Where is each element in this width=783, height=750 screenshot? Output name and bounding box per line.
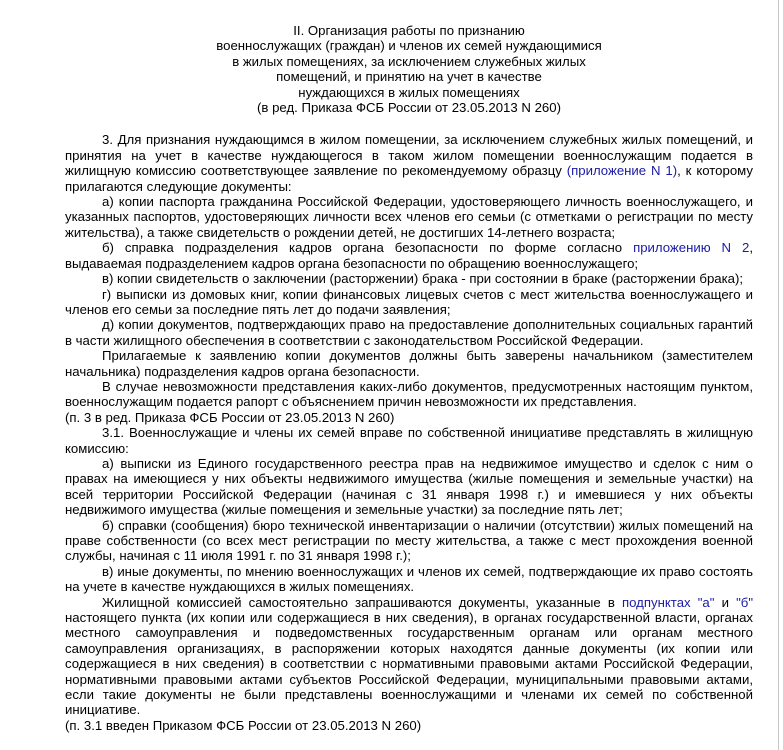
paragraph-text: Жилищной комиссией самостоятельно запрашиваются документы, указанные в xyxy=(102,594,622,610)
amendment-note-3-1: (п. 3.1 введен Приказом ФСБ России от 23.05.2013 N 260) xyxy=(65,717,422,733)
item-a: а) копии паспорта гражданина Российской Федерации, удостоверяющего личность военнослужащего, и указанных паспортов, удостоверяющих личности всех членов его семьи (с отметками о регистрации по месту жительства), а также свидетельств о рождении детей, не достигших 14-летнего возраста; xyxy=(65,194,753,240)
heading-line: помещений, и принятию на учет в качестве xyxy=(276,69,542,85)
paragraph-text: , к которому прилагаются следующие документы: xyxy=(65,163,753,194)
heading-line: нуждающихся в жилых помещениях xyxy=(298,84,520,100)
item-v: в) копии свидетельств о заключении (расторжении) брака - при состоянии в браке (расторжении брака); xyxy=(102,271,744,287)
paragraph-text: б) справка подразделения кадров органа безопасности по форме согласно xyxy=(102,240,634,256)
amendment-note-3: (п. 3 в ред. Приказа ФСБ России от 23.05.2013 N 260) xyxy=(65,409,395,425)
item-3-1-v: в) иные документы, по мнению военнослужащих и членов их семей, подтверждающие их право состоять на учете в качестве нуждающихся в жилых помещениях. xyxy=(65,563,753,595)
heading-line: в жилых помещениях, за исключением служебных жилых xyxy=(232,53,586,69)
document-body xyxy=(65,23,753,733)
item-3-1-b: б) справки (сообщения) бюро технической инвентаризации о наличии (отсутствии) жилых помещений на праве собственности (со всех мест регистрации по месту жительства, а также с мест прохождения военной службы, начиная с 11 июля 1991 г. по 31 января 1998 г.); xyxy=(65,517,753,564)
impossibility-paragraph: В случае невозможности представления каких-либо документов, предусмотренных настоящим пунктом, военнослужащим подается рапорт с объяснением причин невозможности их представления. xyxy=(65,378,753,410)
paragraph-text: настоящего пункта (их копии или содержащиеся в них сведения), в органах государственной власти, органах местного самоуправления и подведомственных государственным органам или органам местного самоуправления организациях, в распоряжении которых находятся данные документы (их копии или содержащиеся в них сведения) в соответствии с нормативными правовыми актами Российской Федерации, нормативными правовыми актами субъектов Российской Федерации, муниципальными правовыми актами, если такие документы не были представлены военнослужащими и членами их семей по собственной инициативе. xyxy=(65,610,753,718)
item-g: г) выписки из домовых книг, копии финансовых лицевых счетов с мест жительства военнослужащего и членов его семьи за последние пять лет до подачи заявления; xyxy=(65,286,753,317)
appendix-2-link[interactable]: приложению N 2 xyxy=(633,240,750,256)
heading-line: военнослужащих (граждан) и членов их семей нуждающимися xyxy=(216,38,602,54)
paragraph-3-1: 3.1. Военнослужащие и члены их семей вправе по собственной инициативе представлять в жилищную комиссию: xyxy=(65,425,753,456)
item-d: д) копии документов, подтверждающих право на предоставление дополнительных социальных гарантий в части жилищного обеспечения в соответствии с законодательством Российской Федерации. xyxy=(65,317,753,348)
item-3-1-a: а) выписки из Единого государственного реестра прав на недвижимое имущество и сделок с ним о правах на имеющиеся у них объекты недвижимого имущества (жилые помещения и земельные участки) на всей территории Российской Федерации (начиная с 31 января 1998 г.) и имевшиеся у них объекты недвижимого имущества (жилые помещения и земельные участки) за последние пять лет; xyxy=(65,455,753,518)
attached-copies-paragraph: Прилагаемые к заявлению копии документов должны быть заверены начальником (заместителем начальника) подразделения кадров органа безопасности. xyxy=(65,348,753,379)
commission-request-paragraph xyxy=(65,595,753,718)
paragraph-text: 3. Для признания нуждающимся в жилом помещении, за исключением служебных жилых помещений, и принятия на учет в качестве нуждающегося в таком жилом помещении военнослужащим подается в жилищную комиссию соответствующее заявление по рекомендуемому образцу xyxy=(65,132,753,179)
heading-line: II. Организация работы по признанию xyxy=(293,23,525,38)
heading-amendment-note: (в ред. Приказа ФСБ России от 23.05.2013 N 260) xyxy=(257,100,561,116)
section-heading xyxy=(65,23,753,115)
subitem-b-link[interactable]: "б" xyxy=(736,594,754,610)
paragraph-3 xyxy=(65,132,753,194)
item-b xyxy=(65,240,753,271)
paragraph-text: и xyxy=(714,594,737,610)
subitem-a-link[interactable]: подпунктах "а" xyxy=(621,594,715,610)
paragraph-text: , выдаваемая подразделением кадров органа безопасности по обращению военнослужащего; xyxy=(65,240,753,271)
appendix-1-link[interactable]: (приложение N 1) xyxy=(566,163,678,179)
